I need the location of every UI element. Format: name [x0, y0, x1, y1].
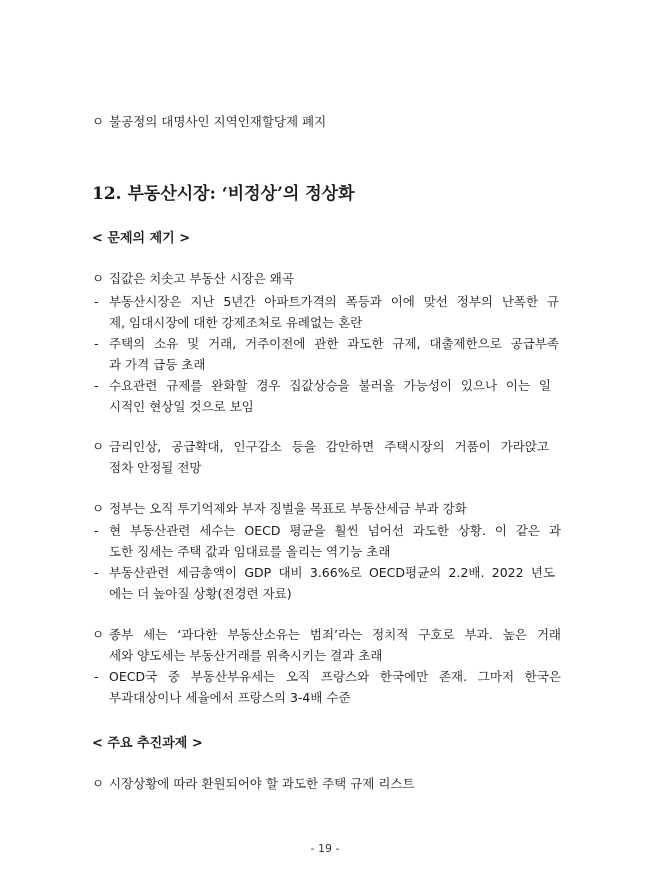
item-text: 시장상황에 따라 환원되어야 할 과도한 주택 규제 리스트 [109, 776, 415, 791]
circle-bullet: ㅇ [92, 501, 105, 516]
circle-bullet: ㅇ [92, 627, 105, 642]
item-text: 정부는 오직 투기억제와 부자 징벌을 목표로 부동산세금 부과 강화 [109, 501, 467, 516]
item-text: 불공정의 대명사인 지역인재할당제 폐지 [109, 114, 327, 129]
circle-bullet: ㅇ [92, 271, 105, 286]
item-text: 점차 안정될 전망 [109, 460, 202, 475]
dash-bullet: - [94, 378, 99, 393]
sub-item-text: 수요관련 규제를 완화할 경우 집값상승을 불러올 가능성이 있으나 이는 일 [109, 378, 551, 393]
sub-item-text: 도한 징세는 주택 값과 임대료를 올리는 역기능 초래 [109, 544, 391, 559]
circle-bullet: ㅇ [92, 439, 105, 454]
sub-item-text: 부과대상이나 세율에서 프랑스의 3-4배 수준 [109, 690, 351, 705]
sub-item-text: 시적인 현상일 것으로 보임 [109, 399, 254, 414]
item-text: 종부 세는 ‘과다한 부동산소유는 범죄’라는 정치적 구호로 부과. 높은 거래 [109, 627, 561, 642]
dash-bullet: - [94, 669, 99, 684]
sub-item-text: 과 가격 급등 초래 [109, 357, 206, 372]
page-number: - 19 - [310, 842, 340, 855]
circle-bullet: ㅇ [92, 114, 105, 129]
sub-item-text: 부동산시장은 지난 5년간 아파트가격의 폭등과 이에 맞선 정부의 난폭한 규 [109, 294, 559, 309]
section-title: 12. 부동산시장: ‘비정상’의 정상화 [92, 184, 355, 204]
circle-bullet: ㅇ [92, 776, 105, 791]
sub-item-text: 현 부동산관련 세수는 OECD 평균을 훨씬 넘어선 과도한 상황. 이 같은 과 [109, 523, 561, 538]
dash-bullet: - [94, 294, 99, 309]
item-text: 금리인상, 공급확대, 인구감소 등을 감안하면 주택시장의 거품이 가라앉고 [109, 439, 549, 454]
sub-item-text: 제, 임대시장에 대한 강제조처로 유례없는 혼란 [109, 315, 363, 330]
dash-bullet: - [94, 336, 99, 351]
item-text: 집값은 치솟고 부동산 시장은 왜곡 [109, 271, 294, 286]
dash-bullet: - [94, 565, 99, 580]
sub-item-text: 부동산관련 세금총액이 GDP 대비 3.66%로 OECD평균의 2.2배. 2022 년도 [109, 565, 555, 580]
problem-heading: < 문제의 제기 > [92, 231, 191, 246]
item-text: 세와 양도세는 부동산거래를 위축시키는 결과 초래 [109, 648, 383, 663]
sub-item-text: 주택의 소유 및 거래, 거주이전에 관한 과도한 규제, 대출제한으로 공급부족 [109, 336, 559, 351]
sub-item-text: OECD국 중 부동산부유세는 오직 프랑스와 한국에만 존재. 그마저 한국은 [109, 669, 561, 684]
tasks-heading: < 주요 추진과제 > [92, 736, 203, 751]
dash-bullet: - [94, 523, 99, 538]
sub-item-text: 에는 더 높아질 상황(전경련 자료) [109, 586, 292, 601]
